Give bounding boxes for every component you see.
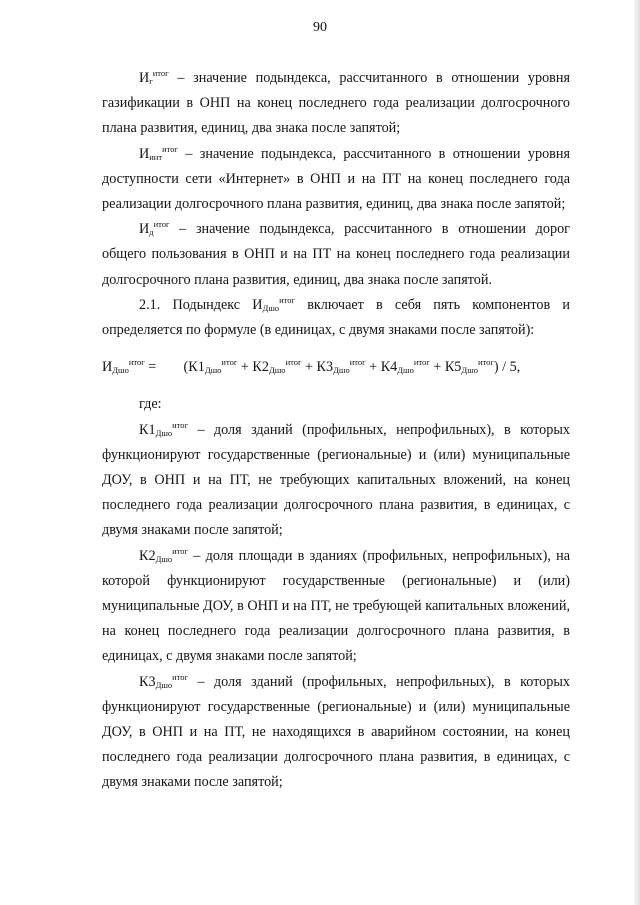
symbol-i: И — [139, 145, 150, 162]
subscript-dsho: Дшо — [155, 679, 173, 690]
subscript-d: д — [149, 227, 154, 238]
superscript-itog: итог — [153, 219, 170, 230]
formula-rhs: $(К1_{Дшо}^{итог} + К2_{Дшо}^{итог} + К3_{Дшо}^{итог} + К4_{Дшо}^{итог} + К5_{Дшо}^{итог}) / 5$, — [183, 357, 521, 376]
paragraph-id-text: – значение подындекса, рассчитанного в отношении дорог общего пользования в ОНП и на ПТ на конец последнего года реализации долгосрочного плана развития, единиц, два знака после запятой. — [102, 221, 570, 288]
subscript-dsho: Дшо — [262, 302, 280, 313]
subscript-int: инт — [149, 151, 163, 162]
symbol-k2: К2 — [139, 547, 156, 564]
formula-idsho — [102, 355, 570, 380]
paragraph-ig — [102, 66, 570, 142]
paragraph-k1 — [102, 418, 570, 544]
scan-edge-shadow — [634, 0, 640, 905]
paragraph-k1-text: – доля зданий (профильных, непрофильных), в которых функционируют государственные (региональные) и (или) муниципальные ДОУ, в ОНП и на ПТ, не требующих капитальных вложений, на конец последнего года реализации долгосрочного плана развития, в единицах, с двумя знаками после запятой; — [102, 421, 570, 539]
paragraph-2-1-text: включает в себя пять компонентов и определяется по формуле (в единицах, с двумя знаками после запятой): — [102, 296, 570, 339]
paragraph-k2 — [102, 544, 570, 670]
superscript-itog: итог — [172, 545, 189, 556]
subscript-dsho: Дшо — [155, 553, 173, 564]
where-label: где: — [139, 396, 162, 413]
paragraph-id — [102, 217, 570, 293]
superscript-itog: итог — [279, 294, 296, 305]
page-number: 90 — [313, 20, 327, 35]
superscript-itog: итог — [152, 68, 169, 78]
symbol-k3: К3 — [139, 673, 156, 690]
paragraph-iint — [102, 142, 570, 218]
paragraph-k3 — [102, 670, 570, 796]
symbol-i: И — [139, 221, 150, 238]
subscript-g: г — [149, 76, 153, 86]
superscript-itog: итог — [162, 143, 178, 154]
symbol-i: И — [139, 70, 150, 86]
paragraph-2-1 — [102, 293, 570, 343]
superscript-itog: итог — [172, 419, 189, 430]
paragraph-iint-text: – значение подындекса, рассчитанного в отношении уровня доступности сети «Интернет» в ОНП и на ПТ на конец последнего года реализации долгосрочного плана развития, единиц, два знака после запятой; — [102, 145, 570, 213]
symbol-k1: К1 — [139, 421, 156, 438]
paragraph-2-1-prefix: 2.1. Подындекс — [139, 296, 253, 313]
paragraph-k2-text: – доля площади в зданиях (профильных, непрофильных), на которой функционируют государственные (региональные) и (или) муниципальные ДОУ, в ОНП и на ПТ, не требующей капитальных вложений, на конец последнего года реализации долгосрочного плана развития, в единицах, с двумя знаками после запятой; — [102, 547, 570, 665]
paragraph-ig-text: – значение подындекса, рассчитанного в отношении уровня газификации в ОНП на конец последнего года реализации долгосрочного плана развития, единиц, два знака после запятой; — [102, 70, 570, 137]
paragraph-k3-text: – доля зданий (профильных, непрофильных), в которых функционируют государственные (региональные) и (или) муниципальные ДОУ, в ОНП и на ПТ, не находящихся в аварийном состоянии, на конец последнего года реализации долгосрочного плана развития, в единицах, с двумя знаками после запятой; — [102, 673, 570, 791]
document-body — [102, 66, 570, 796]
formula-lhs: $И_{Дшо}^{итог}$ = — [102, 357, 157, 376]
symbol-i: И — [252, 296, 263, 313]
subscript-dsho: Дшо — [155, 427, 173, 438]
superscript-itog: итог — [172, 671, 189, 682]
